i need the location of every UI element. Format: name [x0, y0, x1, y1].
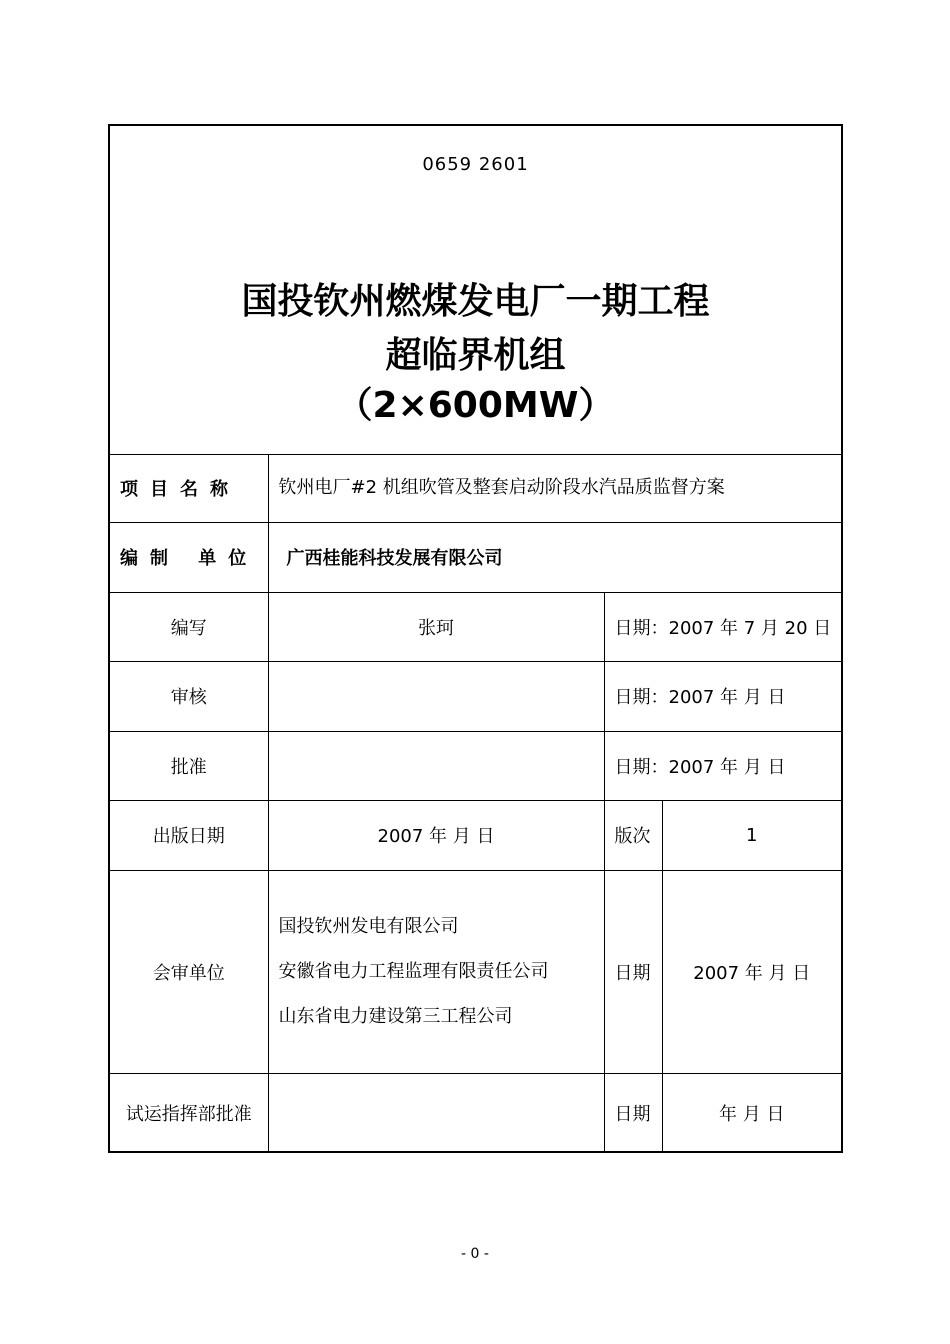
trial-run-date: 年 月 日: [662, 1073, 841, 1152]
review-label: 审核: [110, 661, 268, 731]
joint-review-orgs: [268, 870, 604, 1073]
writer-label: 编写: [110, 592, 268, 661]
table-row: [110, 522, 841, 592]
table-row: [110, 870, 841, 1073]
writer-value: 张珂: [268, 592, 604, 661]
table-row: [110, 1073, 841, 1152]
table-row: [110, 592, 841, 661]
trial-run-value: [268, 1073, 604, 1152]
table-row: [110, 731, 841, 800]
approve-label: 批准: [110, 731, 268, 800]
trial-run-date-label: 日期: [604, 1073, 662, 1152]
table-row: [110, 800, 841, 870]
document-frame: [108, 124, 843, 1153]
edition-value: 1: [662, 800, 841, 870]
title-line-1: 国投钦州燃煤发电厂一期工程: [241, 281, 710, 322]
table-row: [110, 454, 841, 522]
title-line-3: （2×600MW）: [336, 385, 615, 426]
joint-review-org: 安徽省电力工程监理有限责任公司: [278, 961, 549, 982]
joint-review-date-label: 日期: [604, 870, 662, 1073]
review-value: [268, 661, 604, 731]
project-name-label: 项目名称: [110, 454, 268, 522]
joint-review-org: 国投钦州发电有限公司: [278, 916, 459, 937]
approval-table: [110, 454, 841, 1152]
cover-header: [110, 126, 841, 455]
edition-label: 版次: [604, 800, 662, 870]
writer-date: 日期：2007 年 7 月 20 日: [604, 592, 841, 661]
title-line-2: 超临界机组: [385, 335, 566, 376]
review-date: 日期：2007 年 月 日: [604, 661, 841, 731]
document-code: 0659 2601: [422, 154, 529, 175]
approve-value: [268, 731, 604, 800]
joint-review-date: 2007 年 月 日: [662, 870, 841, 1073]
approve-date: 日期：2007 年 月 日: [604, 731, 841, 800]
publish-date-value: 2007 年 月 日: [268, 800, 604, 870]
trial-run-label: 试运指挥部批准: [110, 1073, 268, 1152]
joint-review-label: 会审单位: [110, 870, 268, 1073]
publish-date-label: 出版日期: [110, 800, 268, 870]
project-name-value: 钦州电厂#2 机组吹管及整套启动阶段水汽品质监督方案: [268, 454, 841, 522]
table-row: [110, 661, 841, 731]
page-number: - 0 -: [461, 1246, 489, 1262]
joint-review-org: 山东省电力建设第三工程公司: [278, 1006, 513, 1027]
compiling-unit-label: 编制 单位: [110, 522, 268, 592]
compiling-unit-value: 广西桂能科技发展有限公司: [268, 522, 841, 592]
